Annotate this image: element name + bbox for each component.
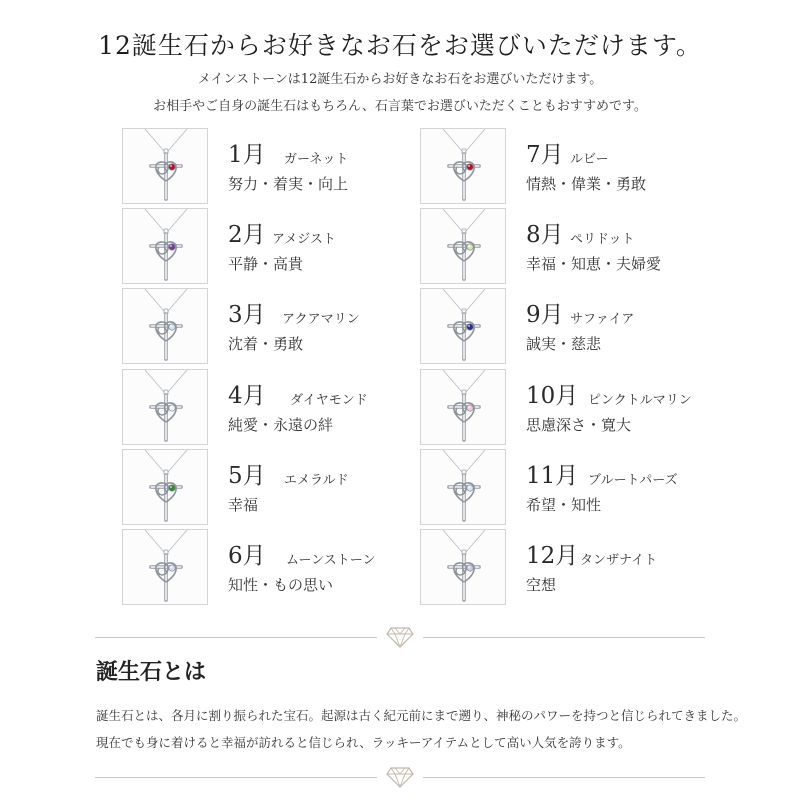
stone-meaning: 知性・もの思い	[228, 576, 334, 594]
birthstone-grid	[122, 128, 692, 608]
month-label: 3月	[228, 302, 266, 328]
stone-meaning: 希望・知性	[526, 496, 602, 514]
month-label: 11月	[526, 463, 579, 489]
month-label: 7月	[526, 142, 564, 168]
birthstone-card	[122, 288, 402, 364]
stone-meaning: 努力・着実・向上	[228, 175, 349, 193]
pendant-image	[421, 370, 507, 446]
month-label: 1月	[228, 142, 266, 168]
month-label: 5月	[228, 463, 266, 489]
stone-meaning: 誠実・慈悲	[526, 335, 602, 353]
pendant-image	[421, 450, 507, 526]
stone-name: ムーンストーン	[286, 553, 376, 568]
pendant-thumbnail	[420, 288, 506, 364]
section-text-line-1: 誕生石とは、各月に割り振られた宝石。起源は古く紀元前にまで遡り、神秘のパワーを持つと信じられてきました。	[96, 708, 747, 723]
month-label: 8月	[526, 222, 564, 248]
stone-meaning: 思慮深さ・寛大	[526, 416, 632, 434]
birthstone-card	[420, 529, 700, 605]
pendant-thumbnail	[420, 208, 506, 284]
stone-name: ピンクトルマリン	[588, 393, 692, 408]
pendant-image	[123, 450, 209, 526]
stone-name: ダイヤモンド	[290, 393, 368, 408]
birthstone-card	[420, 369, 700, 445]
month-label: 6月	[228, 543, 266, 569]
intro-line-1: メインストーンは12誕生石からお好きなお石をお選びいただけます。	[197, 72, 603, 87]
pendant-image	[123, 129, 209, 205]
section-heading: 誕生石とは	[96, 659, 207, 685]
pendant-thumbnail	[122, 208, 208, 284]
diamond-icon	[386, 766, 414, 788]
stone-meaning: 空想	[526, 576, 557, 594]
month-label: 12月	[526, 543, 579, 569]
intro-line-2: お相手やご自身の誕生石はもちろん、石言葉でお選びいただくこともおすすめです。	[153, 99, 647, 114]
pendant-image	[123, 209, 209, 285]
divider-bottom	[95, 766, 705, 790]
pendant-image	[421, 289, 507, 365]
month-label: 4月	[228, 383, 266, 409]
stone-name: ガーネット	[284, 152, 349, 167]
birthstone-card	[420, 449, 700, 525]
birthstone-card	[122, 529, 402, 605]
pendant-image	[421, 129, 507, 205]
section-text-line-2: 現在でも身に着けると幸福が訪れると信じられ、ラッキーアイテムとして高い人気を誇ります。	[96, 735, 631, 750]
pendant-thumbnail	[122, 128, 208, 204]
stone-meaning: 情熱・偉業・勇敢	[526, 175, 647, 193]
birthstone-card	[420, 288, 700, 364]
pendant-image	[123, 370, 209, 446]
pendant-image	[421, 530, 507, 606]
stone-meaning: 純愛・永遠の絆	[228, 416, 334, 434]
stone-meaning: 平静・高貴	[228, 255, 304, 273]
pendant-thumbnail	[420, 369, 506, 445]
pendant-thumbnail	[122, 529, 208, 605]
month-label: 10月	[526, 383, 579, 409]
stone-name: ルビー	[570, 152, 609, 167]
pendant-thumbnail	[122, 449, 208, 525]
pendant-thumbnail	[420, 128, 506, 204]
divider-top	[95, 626, 705, 650]
month-label: 9月	[526, 302, 564, 328]
birthstone-card	[420, 128, 700, 204]
diamond-icon	[386, 626, 414, 648]
stone-meaning: 幸福	[228, 496, 259, 514]
birthstone-card	[420, 208, 700, 284]
stone-name: アクアマリン	[282, 312, 360, 327]
birthstone-card	[122, 208, 402, 284]
pendant-thumbnail	[122, 288, 208, 364]
stone-name: ブルートパーズ	[588, 473, 678, 488]
stone-meaning: 幸福・知恵・夫婦愛	[526, 255, 662, 273]
birthstone-card	[122, 369, 402, 445]
pendant-thumbnail	[420, 529, 506, 605]
stone-name: サファイア	[570, 312, 635, 327]
stone-meaning: 沈着・勇敢	[228, 335, 304, 353]
stone-name: タンザナイト	[580, 553, 658, 568]
month-label: 2月	[228, 222, 266, 248]
pendant-image	[123, 289, 209, 365]
birthstone-card	[122, 128, 402, 204]
stone-name: ペリドット	[570, 232, 635, 247]
page-title: 12誕生石からお好きなお石をお選びいただけます。	[98, 31, 702, 60]
pendant-thumbnail	[122, 369, 208, 445]
pendant-image	[123, 530, 209, 606]
birthstone-card	[122, 449, 402, 525]
stone-name: アメジスト	[272, 232, 336, 247]
pendant-image	[421, 209, 507, 285]
pendant-thumbnail	[420, 449, 506, 525]
stone-name: エメラルド	[284, 473, 349, 488]
